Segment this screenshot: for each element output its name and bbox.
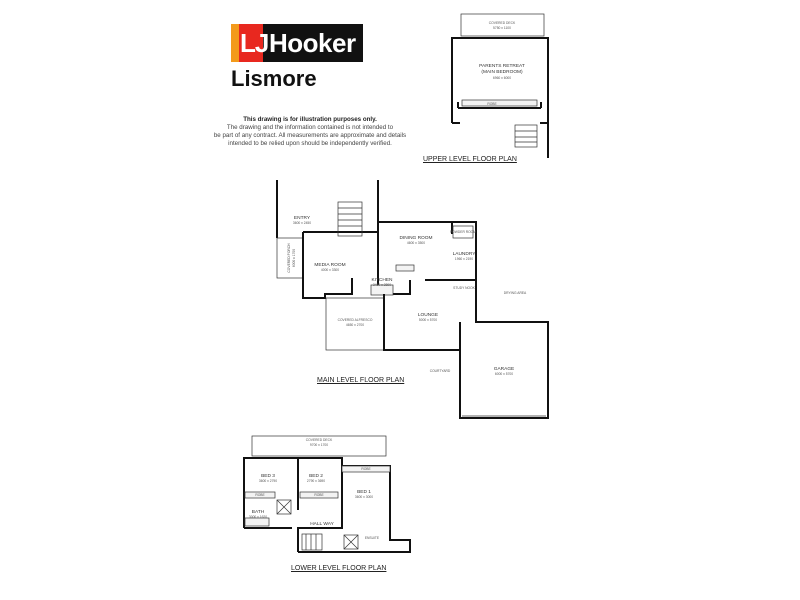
logo-hooker-text: Hooker	[263, 24, 363, 62]
bed1-label: BED 1	[357, 490, 371, 495]
lower-covered-deck-dim: 9700 x 1700	[309, 443, 329, 447]
disclaimer-line1: This drawing is for illustration purposes only.	[243, 116, 377, 123]
bath-dim: 3000 x 1620	[248, 515, 268, 519]
upper-level-plan	[452, 14, 548, 158]
laundry-dim: 1960 x 2190	[454, 257, 474, 261]
covered-porch-dim: 6000 x 1700	[292, 248, 296, 268]
parents-retreat-sub-label: (MAIN BEDROOM)	[481, 70, 523, 75]
disclaimer-line4: intended to be relied upon should be independently verified.	[228, 140, 392, 147]
courtyard-label: COURTYARD	[429, 369, 451, 373]
bed1-dim: 3600 x 3000	[354, 495, 374, 499]
powder-room-label: POWDER ROOM	[449, 230, 477, 234]
main-level-title: MAIN LEVEL FLOOR PLAN	[317, 377, 405, 384]
main-stair-treads	[338, 208, 362, 226]
lower-bed-walls	[244, 458, 342, 552]
lounge-label: LOUNGE	[417, 313, 439, 318]
bed2-robe-label: ROBE	[314, 493, 324, 497]
dining-room-dim: 4600 x 3500	[406, 241, 426, 245]
garage-dim: 6000 x 5700	[494, 372, 514, 376]
bed3-robe-label: ROBE	[255, 493, 265, 497]
main-level-plan	[277, 180, 548, 418]
kitchen-bench	[396, 265, 414, 271]
lower-level-title: LOWER LEVEL FLOOR PLAN	[291, 565, 387, 572]
dining-room-label: DINING ROOM	[399, 236, 433, 241]
garage-label: GARAGE	[493, 367, 515, 372]
upper-stair-treads	[515, 131, 537, 142]
kitchen-dim: 3450 x 2800	[372, 283, 392, 287]
lounge-dim: 5000 x 5700	[418, 318, 438, 322]
ensuite-shower-cross	[344, 535, 358, 549]
lower-level-plan	[244, 436, 410, 552]
main-stair-void	[338, 202, 362, 236]
bed2-label: BED 2	[309, 474, 323, 479]
covered-alfresco-dim: 4650 x 2700	[345, 323, 365, 327]
disclaimer-line2: The drawing and the information contained is not intended to	[226, 124, 394, 131]
lower-stair-treads	[306, 534, 316, 550]
upper-robe	[462, 100, 537, 106]
disclaimer-line3: be part of any contract. All measurements are approximate and details	[213, 132, 407, 139]
lounge-walls	[384, 294, 460, 350]
upper-robe-label: ROBE	[487, 102, 497, 106]
lower-covered-deck-label: COVERED DECK	[305, 438, 333, 442]
bath-label: BATH	[251, 510, 265, 515]
bed3-label: BED 3	[261, 474, 275, 479]
garage-walls	[460, 280, 548, 418]
bath-vanity	[245, 518, 269, 526]
bed1-robe-label: ROBE	[361, 467, 371, 471]
covered-alfresco-label: COVERED ALFRESCO	[337, 318, 373, 322]
upper-level-title: UPPER LEVEL FLOOR PLAN	[423, 156, 517, 163]
kitchen-label: KITCHEN	[371, 278, 393, 283]
media-room-label: MEDIA ROOM	[314, 263, 346, 268]
entry-dim: 3600 x 2450	[292, 221, 312, 225]
parents-retreat-label: PARENTS RETREAT	[479, 64, 525, 69]
office-name: Lismore	[231, 66, 317, 91]
hallway-label: HALL WAY	[310, 522, 334, 527]
upper-stair-void	[515, 125, 537, 147]
upper-covered-deck-label: COVERED DECK	[488, 21, 516, 25]
covered-porch-label: COVERED PORCH	[287, 243, 291, 273]
parents-retreat-dim: 6960 x 6000	[492, 76, 512, 80]
upper-stair-walls	[452, 123, 548, 158]
bed2-dim: 2790 x 3690	[306, 479, 326, 483]
upper-outer-walls	[452, 38, 548, 123]
media-room-dim: 4000 x 3300	[320, 268, 340, 272]
upper-covered-deck-dim: 5750 x 1100	[493, 26, 511, 30]
laundry-label: LAUNDRY	[452, 252, 476, 257]
entry-label: ENTRY	[293, 216, 311, 221]
logo-lj-text: LJ	[240, 28, 269, 58]
bath-shower-cross	[277, 500, 291, 514]
lower-stair-void	[302, 534, 322, 550]
ensuite-label: ENSUITE	[364, 536, 380, 540]
study-nook-label: STUDY NOOK	[453, 286, 475, 290]
bed3-dim: 3600 x 2790	[258, 479, 278, 483]
drying-area-label: DRYING AREA	[503, 291, 527, 295]
upper-covered-deck	[461, 14, 544, 36]
